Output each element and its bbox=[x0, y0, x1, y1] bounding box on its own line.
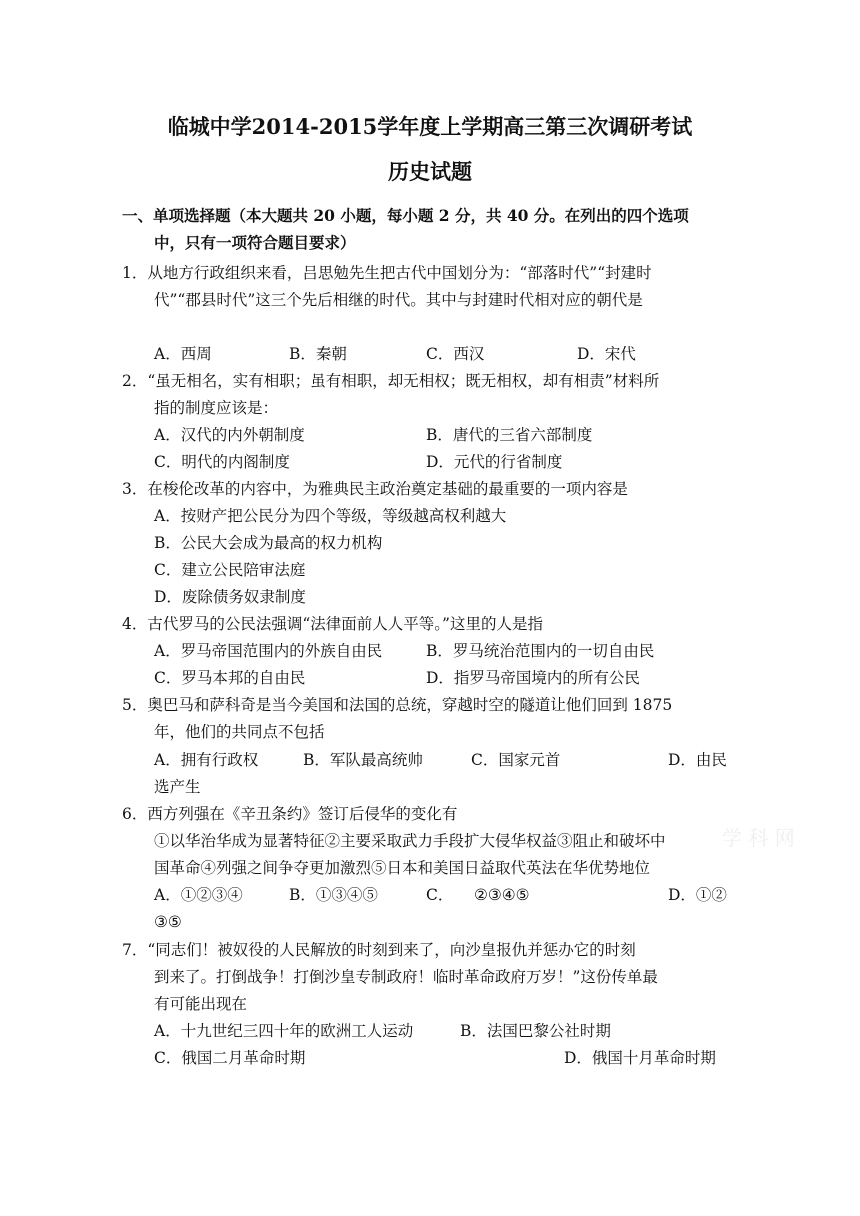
question-7-option-b: B．法国巴黎公社时期 bbox=[460, 1022, 611, 1040]
question-6-option-a: A．①②③④ bbox=[154, 886, 243, 904]
question-5-option-c: C．国家元首 bbox=[471, 751, 561, 769]
question-3-option-c: C．建立公民陪审法庭 bbox=[154, 561, 306, 579]
exam-subtitle: 历史试题 bbox=[388, 159, 472, 184]
question-7-stem-line1: 7．“同志们！被奴役的人民解放的时刻到来了，向沙皇报仇并惩办它的时刻 bbox=[122, 941, 636, 959]
question-6-stem-line2: ①以华治华成为显著特征②主要采取武力手段扩大侵华权益③阻止和破坏中 bbox=[154, 832, 666, 850]
question-5-stem-line2: 年，他们的共同点不包括 bbox=[154, 723, 325, 741]
question-2-option-c: C．明代的内阁制度 bbox=[154, 453, 290, 471]
question-4-option-b: B．罗马统治范围内的一切自由民 bbox=[426, 642, 655, 660]
question-5-option-a: A．拥有行政权 bbox=[154, 751, 259, 769]
question-6-option-c: C． bbox=[426, 886, 454, 904]
question-5-option-b: B．军队最高统帅 bbox=[303, 751, 423, 769]
question-4-option-c: C．罗马本邦的自由民 bbox=[154, 669, 306, 687]
question-1-stem-line2: 代”“郡县时代”这三个先后相继的时代。其中与封建时代相对应的朝代是 bbox=[154, 291, 643, 309]
question-6-option-d-wrap: ③⑤ bbox=[154, 913, 182, 931]
question-1-option-d: D．宋代 bbox=[577, 345, 636, 363]
exam-title: 临城中学2014-2015学年度上学期高三第三次调研考试 bbox=[167, 114, 693, 139]
question-4-option-a: A．罗马帝国范围内的外族自由民 bbox=[154, 642, 383, 660]
question-4-option-d: D．指罗马帝国境内的所有公民 bbox=[426, 669, 640, 687]
watermark: 学 科 网 bbox=[722, 826, 795, 850]
question-7-stem-line2: 到来了。打倒战争！打倒沙皇专制政府！临时革命政府万岁！”这份传单最 bbox=[154, 968, 658, 986]
question-7-option-d: D．俄国十月革命时期 bbox=[564, 1049, 716, 1067]
question-2-option-d: D．元代的行省制度 bbox=[426, 453, 563, 471]
question-7-option-a: A．十九世纪三四十年的欧洲工人运动 bbox=[154, 1022, 414, 1040]
question-6-stem-line3: 国革命④列强之间争夺更加激烈⑤日本和美国日益取代英法在华优势地位 bbox=[154, 859, 651, 877]
question-2-stem-line2: 指的制度应该是： bbox=[154, 399, 279, 417]
question-2-option-b: B．唐代的三省六部制度 bbox=[426, 426, 593, 444]
question-2-stem-line1: 2．“虽无相名，实有相职；虽有相职，却无相权；既无相权，却有相责”材料所 bbox=[122, 372, 660, 390]
question-1-option-c: C．西汉 bbox=[426, 345, 485, 363]
question-3-option-d: D．废除债务奴隶制度 bbox=[154, 588, 306, 606]
section-heading-line2: 中，只有一项符合题目要求） bbox=[154, 233, 356, 252]
question-7-option-c: C．俄国二月革命时期 bbox=[154, 1049, 306, 1067]
section-heading-line1: 一、单项选择题（本大题共 20 小题，每小题 2 分，共 40 分。在列出的四个选项 bbox=[122, 206, 689, 225]
question-2-option-a: A．汉代的内外朝制度 bbox=[154, 426, 305, 444]
question-3-option-b: B．公民大会成为最高的权力机构 bbox=[154, 534, 383, 552]
question-5-option-d: D．由民 bbox=[668, 751, 727, 769]
question-5-option-d-wrap: 选产生 bbox=[154, 778, 201, 796]
question-3-stem-line1: 3．在梭伦改革的内容中，为雅典民主政治奠定基础的最重要的一项内容是 bbox=[122, 480, 628, 498]
question-6-stem-line1: 6．西方列强在《辛丑条约》签订后侵华的变化有 bbox=[122, 805, 458, 823]
question-1-stem-line1: 1．从地方行政组织来看，吕思勉先生把古代中国划分为：“部落时代”“封建时 bbox=[122, 264, 652, 282]
question-6-option-b: B．①③④⑤ bbox=[289, 886, 378, 904]
question-7-stem-line3: 有可能出现在 bbox=[154, 995, 248, 1013]
question-3-option-a: A．按财产把公民分为四个等级，等级越高权利越大 bbox=[154, 507, 507, 525]
question-6-option-d: D．①② bbox=[668, 886, 727, 904]
question-1-option-b: B．秦朝 bbox=[289, 345, 347, 363]
question-6-option-c-value: ②③④⑤ bbox=[474, 886, 530, 904]
question-5-stem-line1: 5．奥巴马和萨科奇是当今美国和法国的总统，穿越时空的隧道让他们回到 1875 bbox=[122, 696, 673, 714]
question-1-option-a: A．西周 bbox=[154, 345, 212, 363]
question-4-stem-line1: 4．古代罗马的公民法强调“法律面前人人平等。”这里的人是指 bbox=[122, 615, 543, 633]
